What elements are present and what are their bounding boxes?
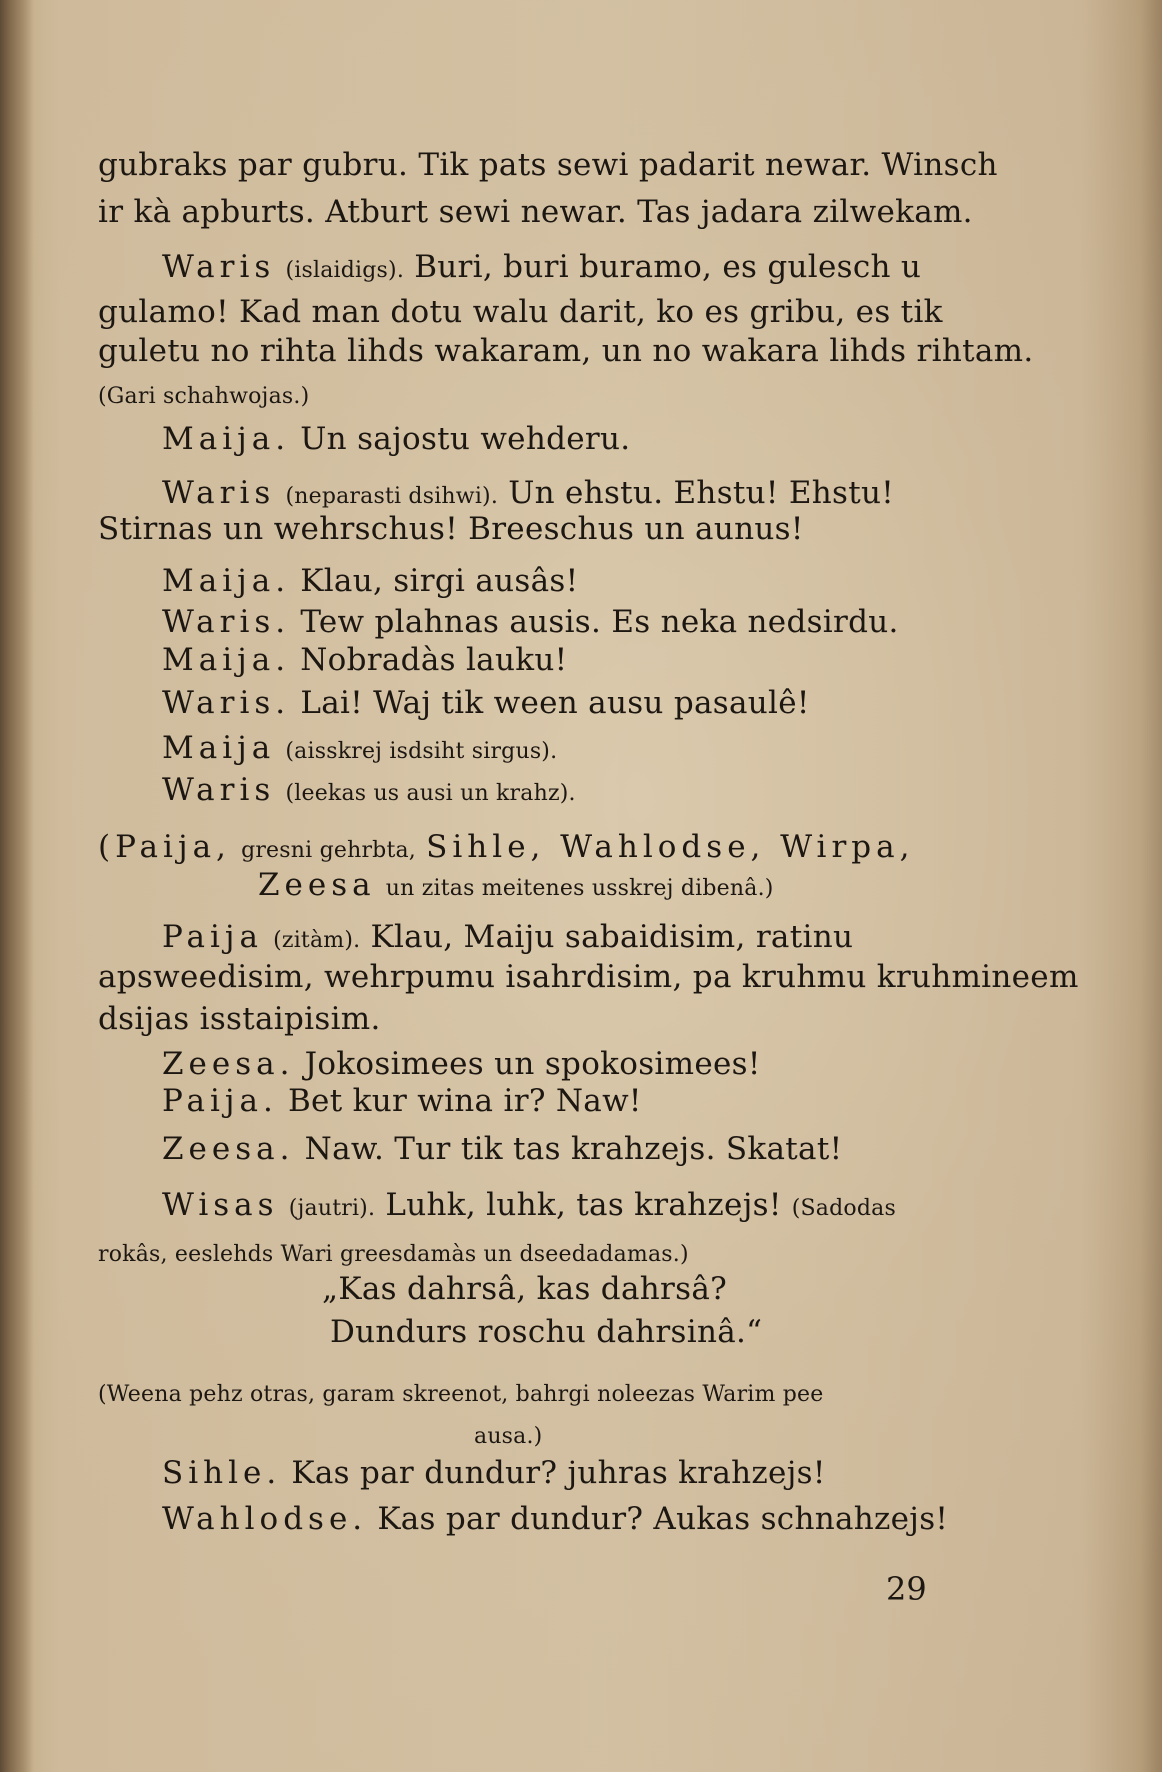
character-names: Sihle, Wahlodse, Wirpa, xyxy=(426,829,915,865)
line-text: Luhk, luhk, tas krahzejs! xyxy=(385,1187,782,1223)
line-text: apsweedisim, wehrpumu isahrdisim, pa kruhmu kruhmineem xyxy=(98,959,1079,995)
line-text: Kas par dundur? juhras krahzejs! xyxy=(291,1455,826,1491)
stage-direction: (aisskrej isdsiht sirgus). xyxy=(285,739,558,764)
line-text: ir kà apburts. Atburt sewi newar. Tas jadara zilwekam. xyxy=(98,194,973,230)
text-line xyxy=(98,294,943,330)
song-line xyxy=(330,1314,763,1350)
speaker-name: Paija xyxy=(162,919,263,955)
stage-line xyxy=(98,378,309,409)
line-text: „Kas dahrsâ, kas dahrsâ? xyxy=(322,1271,728,1307)
dialogue-line xyxy=(162,1187,896,1223)
line-text: Stirnas un wehrschus! Breeschus un aunus! xyxy=(98,511,804,547)
song-line xyxy=(322,1271,728,1307)
speaker-name: Maija. xyxy=(162,642,291,678)
speaker-name: Maija. xyxy=(162,563,291,599)
stage-line xyxy=(98,1376,824,1407)
speaker-name: Zeesa. xyxy=(162,1046,295,1082)
speaker-name: Waris. xyxy=(162,604,291,640)
dialogue-line xyxy=(162,1046,761,1082)
stage-direction: gresni gehrbta, xyxy=(241,838,416,863)
dialogue-line xyxy=(162,772,576,808)
dialogue-line xyxy=(162,249,922,285)
dialogue-line xyxy=(162,1455,826,1491)
speaker-name: Zeesa xyxy=(258,867,376,903)
text-line xyxy=(98,194,973,230)
line-text: Un sajostu wehderu. xyxy=(300,421,631,457)
line-text: dsijas isstaipisim. xyxy=(98,1001,381,1037)
stage-direction: (leekas us ausi un krahz). xyxy=(285,781,576,806)
dialogue-line xyxy=(162,421,631,457)
speaker-name: Waris xyxy=(162,475,276,511)
line-text: Nobradàs lauku! xyxy=(300,642,568,678)
speaker-name: Wisas xyxy=(162,1187,279,1223)
speaker-name: Waris xyxy=(162,772,276,808)
dialogue-line xyxy=(162,1083,642,1119)
line-text: Un ehstu. Ehstu! Ehstu! xyxy=(508,475,895,511)
book-gutter xyxy=(0,0,34,1772)
stage-line xyxy=(98,1236,689,1267)
stage-direction: un zitas meitenes usskrej dibenâ.) xyxy=(385,876,774,901)
line-text: Jokosimees un spokosimees! xyxy=(304,1046,761,1082)
line-text: gubraks par gubru. Tik pats sewi padarit newar. Winsch xyxy=(98,147,998,183)
stage-direction: rokâs, eeslehds Wari greesdamàs un dseedadamas.) xyxy=(98,1242,689,1267)
line-text: gulamo! Kad man dotu walu darit, ko es gribu, es tik xyxy=(98,294,943,330)
speaker-name: Paija. xyxy=(162,1083,278,1119)
speaker-name: Zeesa. xyxy=(162,1131,295,1167)
speaker-name: Maija. xyxy=(162,421,291,457)
dialogue-line xyxy=(162,604,899,640)
dialogue-line xyxy=(162,1501,949,1537)
dialogue-line xyxy=(162,685,810,721)
speaker-name: Wahlodse. xyxy=(162,1501,368,1537)
page-number: 29 xyxy=(886,1570,927,1608)
stage-direction: ausa.) xyxy=(474,1424,543,1449)
text-line xyxy=(98,147,998,183)
line-text: Buri, buri buramo, es gulesch u xyxy=(414,249,922,285)
dialogue-line xyxy=(162,642,568,678)
text-line xyxy=(98,1001,381,1037)
line-text: guletu no rihta lihds wakaram, un no wakara lihds rihtam. xyxy=(98,333,1034,369)
speaker-name: Waris xyxy=(162,249,276,285)
stage-direction: (islaidigs). xyxy=(285,258,405,283)
stage-direction: (neparasti dsihwi). xyxy=(285,484,499,509)
stage-direction: (jautri). xyxy=(288,1196,376,1221)
dialogue-line xyxy=(162,563,579,599)
text-line xyxy=(98,333,1034,369)
line-text: Lai! Waj tik ween ausu pasaulê! xyxy=(300,685,810,721)
speaker-name: (Paija, xyxy=(98,829,231,865)
dialogue-line xyxy=(162,730,558,766)
speaker-name: Sihle. xyxy=(162,1455,282,1491)
text-line xyxy=(98,959,1079,995)
stage-entrance-line xyxy=(258,867,774,903)
speaker-name: Waris. xyxy=(162,685,291,721)
dialogue-line xyxy=(162,919,854,955)
line-text: Dundurs roschu dahrsinâ.“ xyxy=(330,1314,763,1350)
stage-entrance-line xyxy=(98,829,915,865)
text-line xyxy=(98,511,804,547)
stage-direction: (Sadodas xyxy=(791,1196,896,1221)
dialogue-line xyxy=(162,1131,843,1167)
stage-direction: (Weena pehz otras, garam skreenot, bahrgi noleezas Warim pee xyxy=(98,1382,824,1407)
line-text: Bet kur wina ir? Naw! xyxy=(287,1083,642,1119)
line-text: Klau, Maiju sabaidisim, ratinu xyxy=(370,919,854,955)
dialogue-line xyxy=(162,475,895,511)
stage-direction: (zitàm). xyxy=(273,928,361,953)
line-text: Naw. Tur tik tas krahzejs. Skatat! xyxy=(304,1131,843,1167)
stage-line xyxy=(474,1418,542,1449)
line-text: Klau, sirgi ausâs! xyxy=(300,563,579,599)
speaker-name: Maija xyxy=(162,730,276,766)
line-text: Kas par dundur? Aukas schnahzejs! xyxy=(377,1501,949,1537)
stage-direction: (Gari schahwojas.) xyxy=(98,384,310,409)
line-text: Tew plahnas ausis. Es neka nedsirdu. xyxy=(300,604,899,640)
